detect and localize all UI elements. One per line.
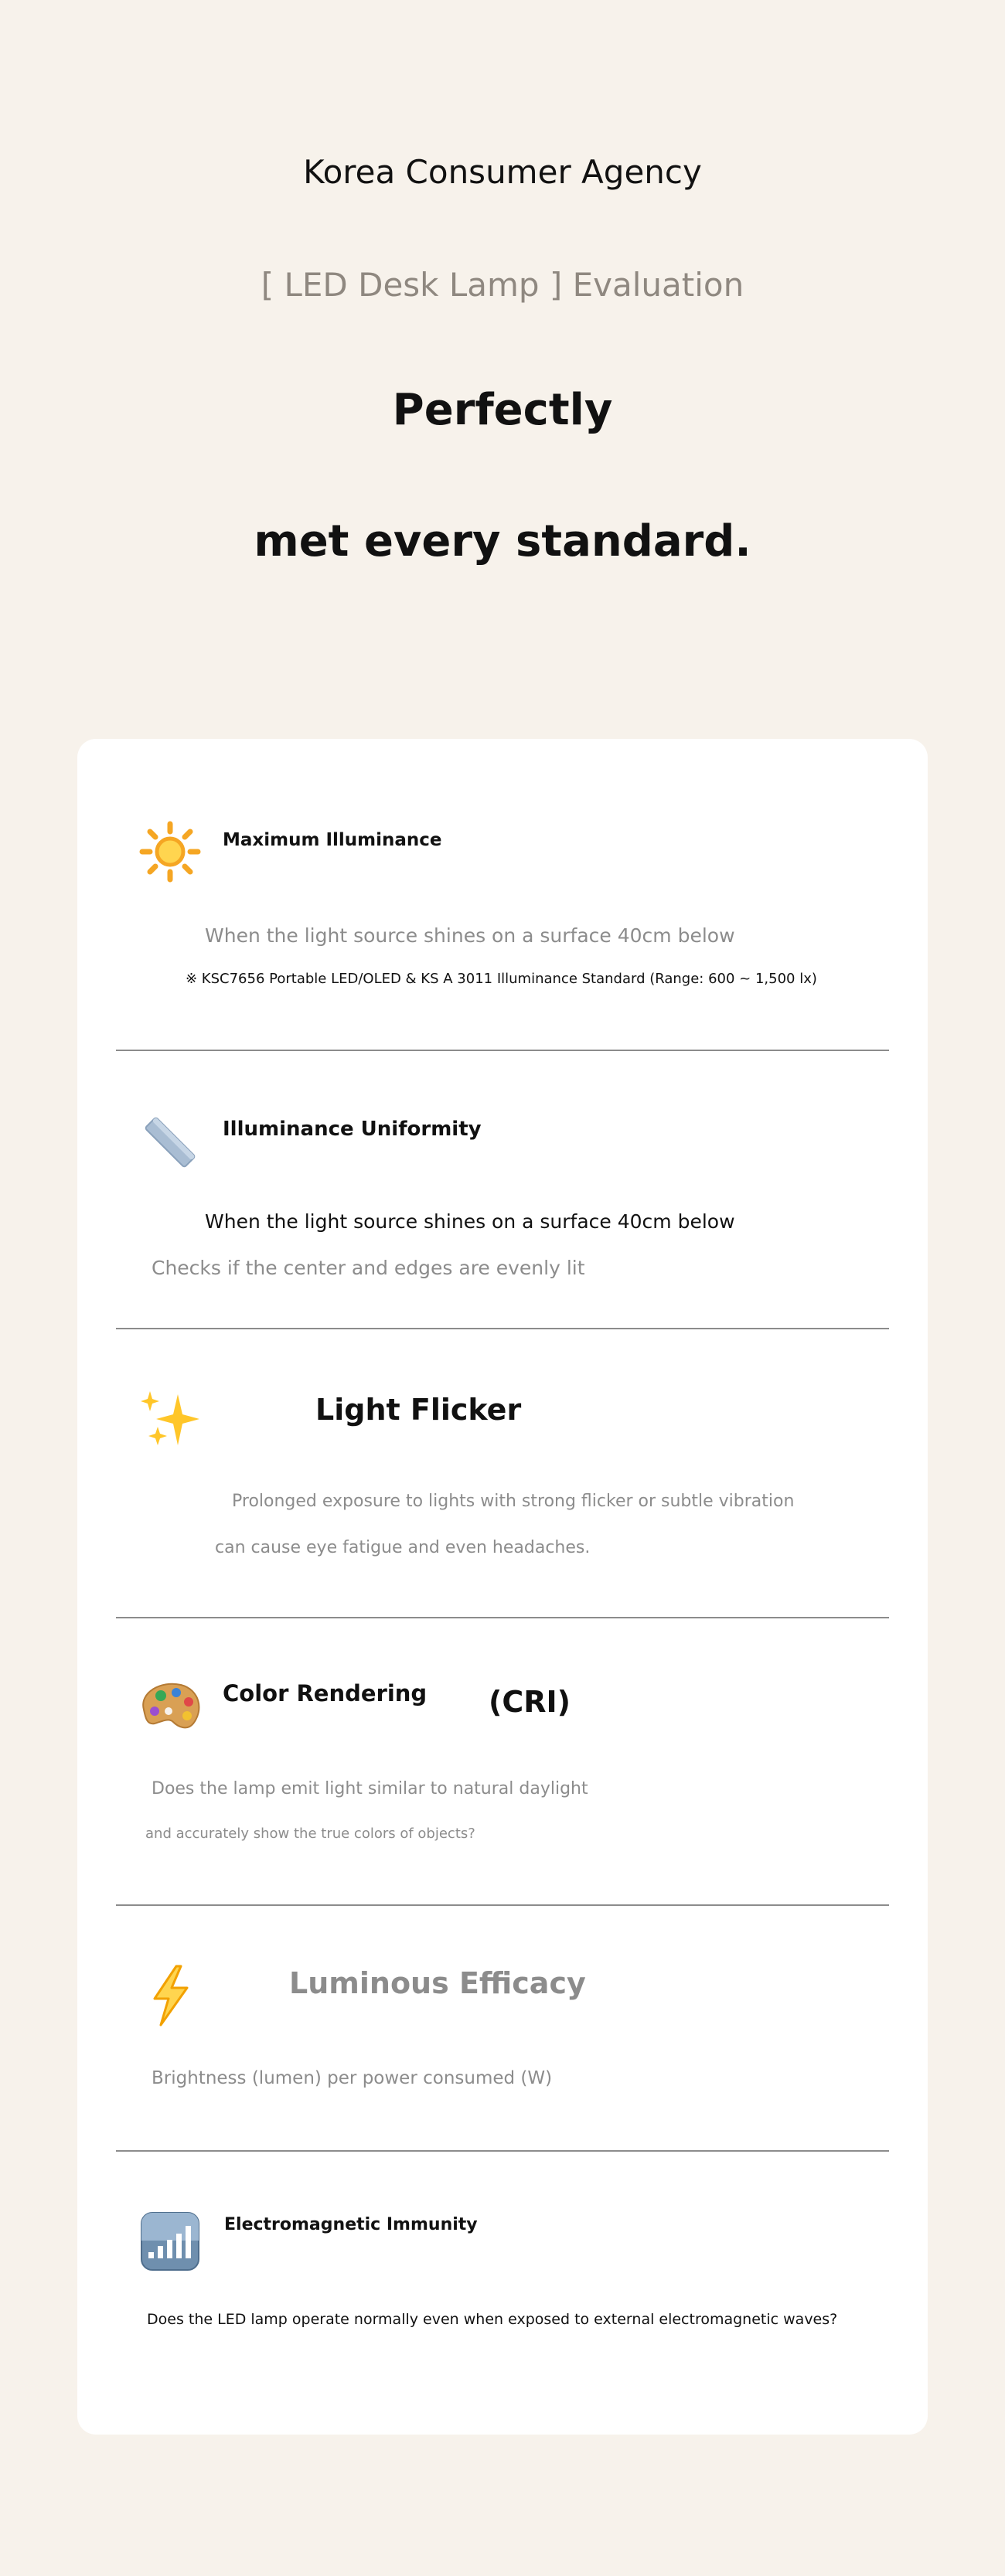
sparkles-icon [139, 1388, 201, 1450]
divider [116, 1050, 889, 1051]
section-line-color-rendering-2: and accurately show the true colors of objects? [145, 1826, 475, 1842]
evaluation-subtitle: [ LED Desk Lamp ] Evaluation [261, 266, 744, 304]
section-title-light-flicker: Light Flicker [315, 1393, 522, 1427]
headline-line-2: met every standard. [254, 516, 751, 567]
section-line-electromagnetic-immunity-1: Does the LED lamp operate normally even when exposed to external electromagnetic waves? [147, 2311, 838, 2328]
section-line-color-rendering-1: Does the lamp emit light similar to natural daylight [152, 1779, 588, 1798]
section-title-suffix-cri: (CRI) [489, 1685, 571, 1719]
sun-icon [139, 821, 201, 883]
divider [116, 2150, 889, 2152]
agency-name: Korea Consumer Agency [303, 153, 702, 191]
section-title-color-rendering: Color Rendering [223, 1680, 428, 1707]
section-line-luminous-efficacy-1: Brightness (lumen) per power consumed (W) [152, 2068, 553, 2088]
section-line-light-flicker-2: can cause eye fatigue and even headaches. [215, 1538, 591, 1557]
ruler-icon [139, 1111, 201, 1173]
divider [116, 1617, 889, 1618]
divider [116, 1328, 889, 1329]
section-title-electromagnetic-immunity: Electromagnetic Immunity [224, 2215, 478, 2234]
section-line-illuminance-uniformity-1: When the light source shines on a surface 40cm below [205, 1210, 735, 1233]
section-line-illuminance-uniformity-2: Checks if the center and edges are evenly lit [152, 1257, 585, 1279]
section-title-luminous-efficacy: Luminous Efficacy [289, 1966, 586, 2000]
headline-line-1: Perfectly [392, 385, 613, 435]
evaluation-card [77, 739, 928, 2435]
section-line-light-flicker-1: Prolonged exposure to lights with strong flicker or subtle vibration [232, 1492, 795, 1511]
divider [116, 1904, 889, 1906]
lightning-icon [147, 1965, 193, 2026]
section-title-illuminance-uniformity: Illuminance Uniformity [223, 1118, 482, 1141]
section-line-maximum-illuminance-1: When the light source shines on a surface 40cm below [205, 924, 735, 947]
palette-icon [138, 1679, 203, 1733]
section-title-maximum-illuminance: Maximum Illuminance [223, 830, 442, 850]
signal-bars-icon [141, 2212, 199, 2271]
section-note-maximum-illuminance: ※ KSC7656 Portable LED/OLED & KS A 3011 Illuminance Standard (Range: 600 ~ 1,500 lx) [186, 971, 817, 987]
